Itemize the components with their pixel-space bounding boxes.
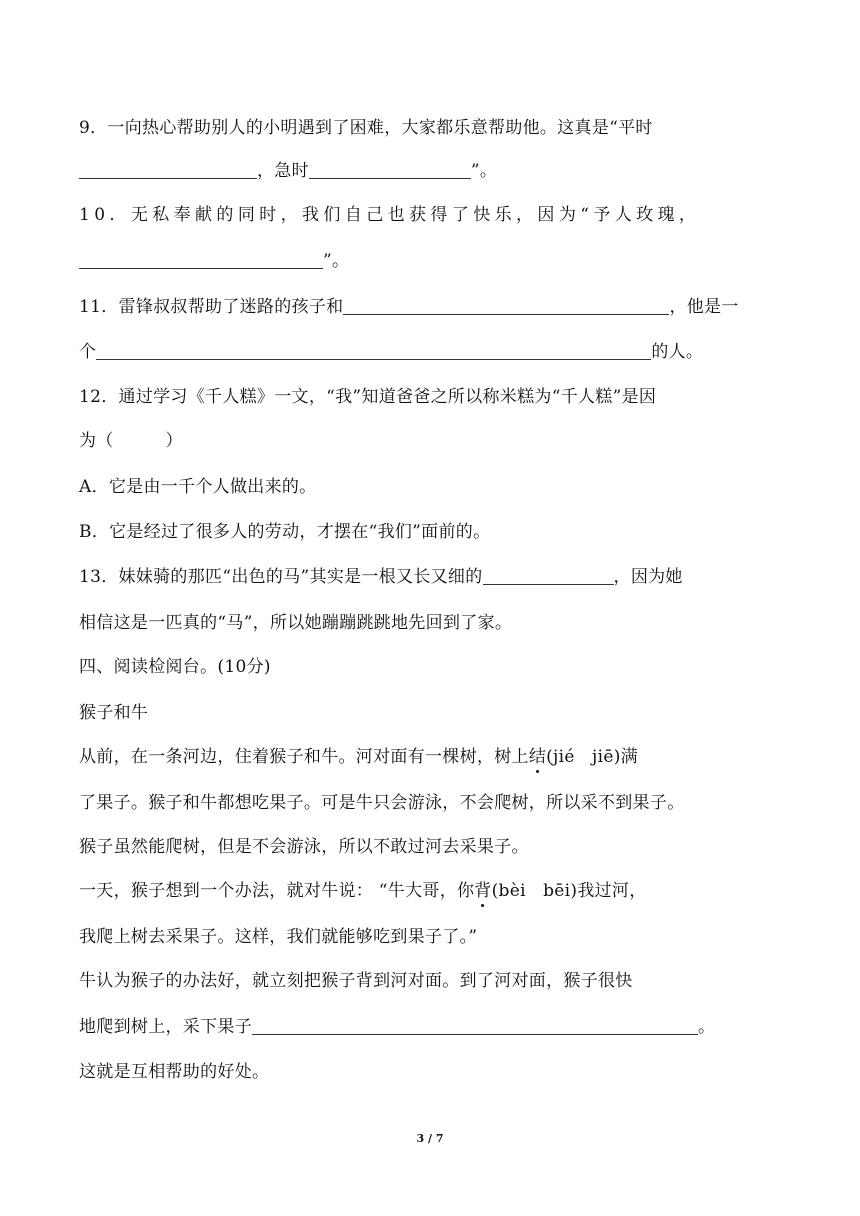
q12-line1: 12．通过学习《千人糕》一文，“我”知道爸爸之所以称米糕为“千人糕”是因 (79, 387, 657, 407)
passage-blank[interactable] (252, 1017, 698, 1035)
page-number: 3 / 7 (416, 1132, 444, 1145)
q11-blank-2[interactable] (96, 342, 651, 360)
q13-blank[interactable] (483, 567, 614, 585)
dotted-char: 结 (528, 747, 547, 767)
q11-blank-1[interactable] (343, 297, 669, 315)
passage-p4: 一天，猴子想到一个办法，就对牛说： “牛大哥，你背(bèi bēi)我过河， (79, 881, 647, 901)
q9-blank-1[interactable] (79, 161, 257, 179)
passage-p5: 我爬上树去采果子。这样，我们就能够吃到果子了。” (79, 927, 478, 947)
passage-p7: 地爬到树上，采下果子 。 (79, 1017, 716, 1037)
section4-heading: 四、阅读检阅台。(10分) (79, 657, 271, 677)
q12-line2: 为（ ） (79, 431, 183, 451)
q13-line1: 13．妹妹骑的那匹“出色的马”其实是一根又长又细的 ，因为她 (79, 567, 683, 587)
passage-p3: 猴子虽然能爬树，但是不会游泳，所以不敢过河去采果子。 (79, 837, 529, 857)
q9-blank-2[interactable] (309, 161, 471, 179)
passage-p1: 从前，在一条河边，住着猴子和牛。河对面有一棵树，树上结(jié jiē)满 (79, 747, 638, 767)
q10-blank[interactable] (79, 251, 323, 269)
q9-line2: ，急时 ”。 (79, 160, 497, 182)
dotted-char: 背 (474, 881, 492, 901)
q10-line1: 10．无私奉献的同时，我们自己也获得了快乐，因为“予人玫瑰， (79, 205, 701, 225)
q12-option-a: A．它是由一千个人做出来的。 (79, 477, 317, 497)
q11-line2: 个 的人。 (79, 342, 704, 362)
passage-p2: 了果子。猴子和牛都想吃果子。可是牛只会游泳，不会爬树，所以采不到果子。 (79, 793, 685, 813)
q13-line2: 相信这是一匹真的“马”，所以她蹦蹦跳跳地先回到了家。 (79, 613, 513, 633)
q9-line1: 9．一向热心帮助别人的小明遇到了困难，大家都乐意帮助他。这真是“平时 (79, 118, 653, 138)
passage-title: 猴子和牛 (79, 703, 149, 723)
passage-p6: 牛认为猴子的办法好，就立刻把猴子背到河对面。到了河对面，猴子很快 (79, 971, 633, 991)
q11-line1: 11．雷锋叔叔帮助了迷路的孩子和 ，他是一 (79, 297, 739, 317)
q12-option-b: B．它是经过了很多人的劳动，才摆在“我们”面前的。 (79, 522, 491, 542)
q10-line2: ”。 (79, 250, 349, 272)
passage-p8: 这就是互相帮助的好处。 (79, 1062, 270, 1082)
